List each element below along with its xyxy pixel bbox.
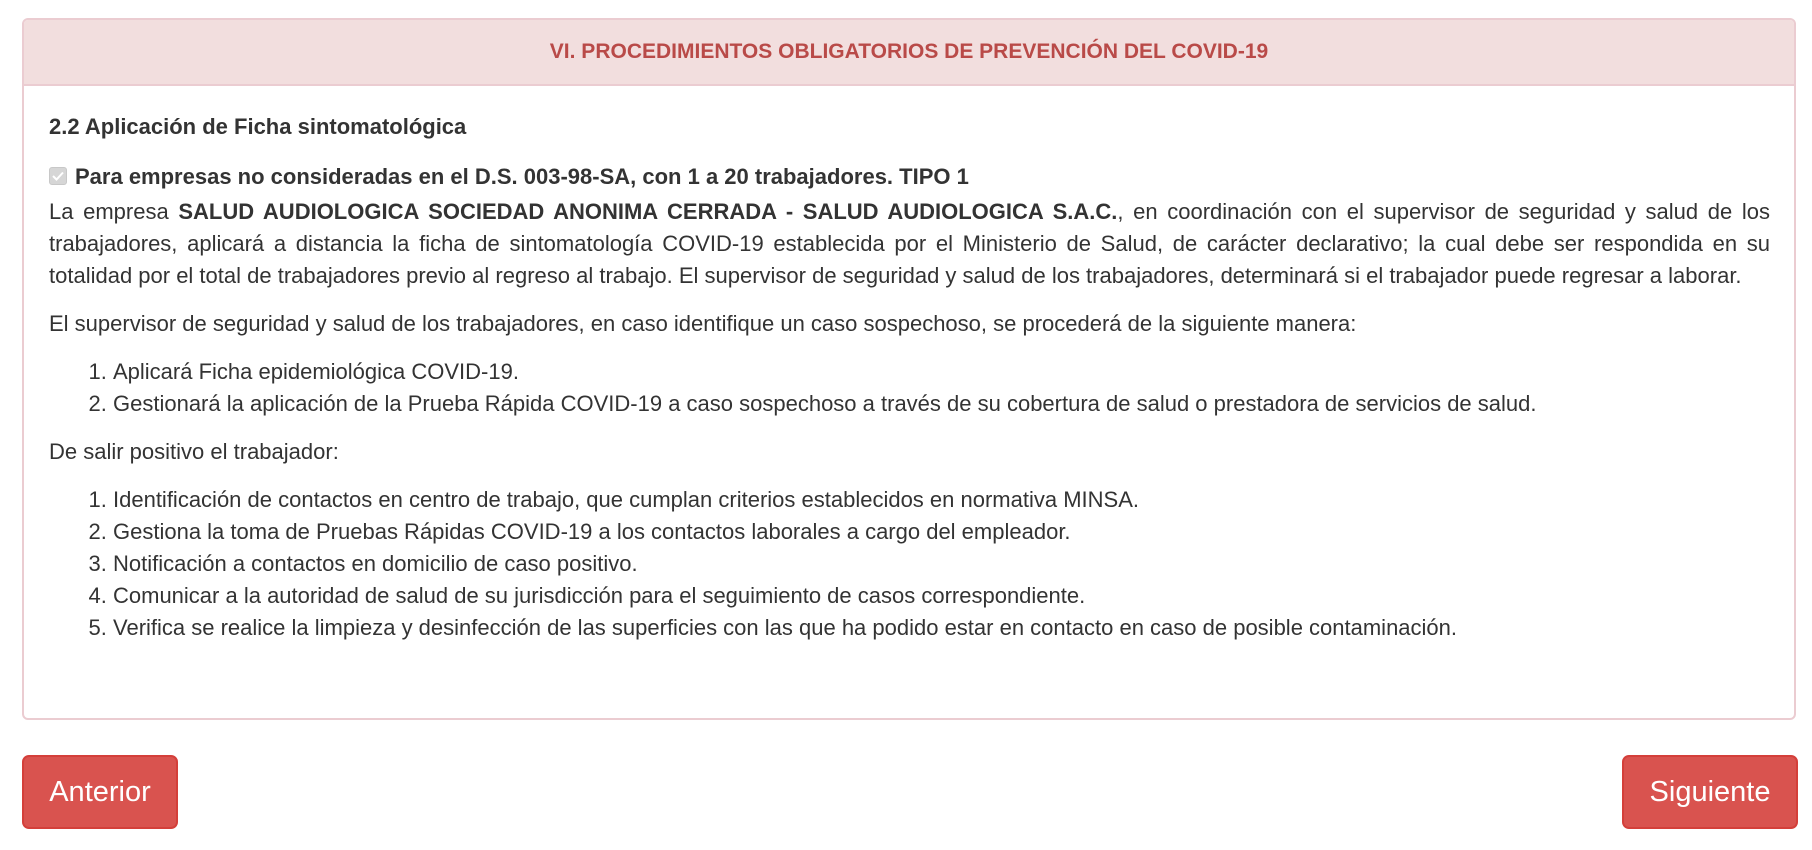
checkmark-icon [52,171,64,181]
list-item: 5. Verifica se realice la limpieza y desinfección de las superficies con las que ha podido estar en contacto en caso de posible contaminación. [113,612,1770,644]
tipo-checkbox[interactable] [49,167,67,185]
previous-button[interactable]: Anterior [22,755,178,829]
tipo-checkbox-label: Para empresas no consideradas en el D.S. 003-98-SA, con 1 a 20 trabajadores. TIPO 1 [75,164,969,189]
list-item: 1. Aplicará Ficha epidemiológica COVID-19. [113,356,1770,388]
positive-steps-list [49,484,1770,644]
intro-before: La empresa [49,199,179,224]
intro-after: , en coordinación con el supervisor de seguridad y salud de los trabajadores, aplicará a distancia la ficha de sintomatología COVID-19 establecida por el Ministerio de Salud, de carácter declarativo; la cual debe ser respondida en su totalidad por el total de trabajadores previo al regreso al trabajo. El supervisor de seguridad y salud de los trabajadores, determinará si el trabajador puede regresar a laborar. [49,199,1770,288]
list-item: 2. Gestionará la aplicación de la Prueba Rápida COVID-19 a caso sospechoso a través de su cobertura de salud o prestadora de servicios de salud. [113,388,1770,420]
list-item: 2. Gestiona la toma de Pruebas Rápidas COVID-19 a los contactos laborales a cargo del empleador. [113,516,1770,548]
panel-heading [24,20,1794,86]
section-title: 2.2 Aplicación de Ficha sintomatológica [49,114,467,139]
positive-intro: De salir positivo el trabajador: [49,439,339,464]
panel-title: VI. PROCEDIMIENTOS OBLIGATORIOS DE PREVENCIÓN DEL COVID-19 [549,40,1269,63]
list-item: 4. Comunicar a la autoridad de salud de su jurisdicción para el seguimiento de casos correspondiente. [113,580,1770,612]
company-name: SALUD AUDIOLOGICA SOCIEDAD ANONIMA CERRADA - SALUD AUDIOLOGICA S.A.C. [178,199,1118,224]
panel-body [24,86,1794,644]
list-item: 1. Identificación de contactos en centro de trabajo, que cumplan criterios establecidos en normativa MINSA. [113,484,1770,516]
suspect-steps-list [49,356,1770,420]
tipo-checkbox-row [49,162,1770,192]
suspect-intro: El supervisor de seguridad y salud de los trabajadores, en caso identifique un caso sospechoso, se procederá de la siguiente manera: [49,311,1357,336]
next-button[interactable]: Siguiente [1622,755,1798,829]
procedures-panel [22,18,1796,720]
list-item: 3. Notificación a contactos en domicilio de caso positivo. [113,548,1770,580]
intro-paragraph [49,196,1770,292]
